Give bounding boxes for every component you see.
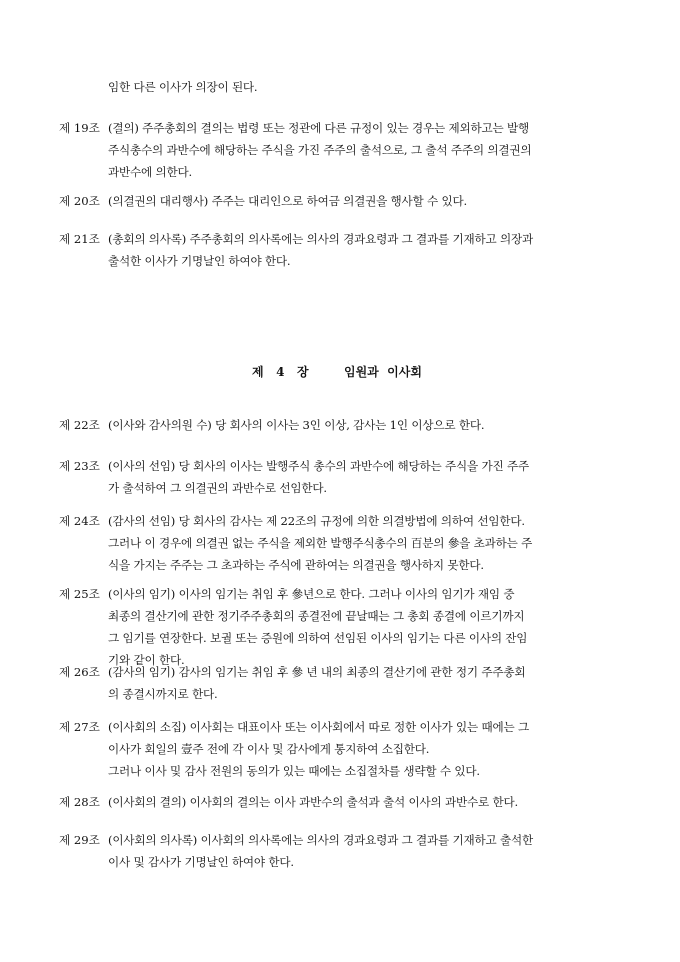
article-20-label: 제 20조 <box>59 194 100 208</box>
article-line: (이사회의 의사록) 이사회의 의사록에는 의사의 경과요령과 그 결과를 기재하고 출석한 <box>108 833 534 847</box>
article-23-label: 제 23조 <box>59 459 100 473</box>
article-line: 출석한 이사가 기명날인 하여야 한다. <box>108 254 291 268</box>
article-20-body <box>108 190 626 212</box>
article-line: (감사의 임기) 감사의 임기는 취임 후 參 년 내의 최종의 결산기에 관한 정기 주주총회 <box>108 665 526 679</box>
article-line: 이사가 회일의 壹주 전에 각 이사 및 감사에게 통지하여 소집한다. <box>108 742 430 756</box>
article-line: 최종의 결산기에 관한 정기주주총회의 종결전에 끝날때는 그 총회 종결에 이르기까지 <box>108 609 525 623</box>
article-line: 그러나 이사 및 감사 전원의 동의가 있는 때에는 소집절차를 생략할 수 있다. <box>108 764 480 778</box>
article-27-body <box>108 716 626 782</box>
article-line: (총회의 의사록) 주주총회의 의사록에는 의사의 경과요령과 그 결과를 기재하고 의장과 <box>108 232 534 246</box>
article-29-label: 제 29조 <box>59 833 100 847</box>
article-line: (이사회의 소집) 이사회는 대표이사 또는 이사회에서 따로 정한 이사가 있는 때에는 그 <box>108 720 529 734</box>
article-line: 이사 및 감사가 기명날인 하여야 한다. <box>108 855 294 869</box>
article-22-label: 제 22조 <box>59 418 100 432</box>
carryover-line: 임한 다른 이사가 의장이 된다. <box>108 80 258 94</box>
article-line: 식을 가지는 주주는 그 초과하는 주식에 관하여는 의결권을 행사하지 못한다. <box>108 558 484 572</box>
article-25-body <box>108 583 626 671</box>
article-28-label: 제 28조 <box>59 795 100 809</box>
article-line: (의결권의 대리행사) 주주는 대리인으로 하여금 의결권을 행사할 수 있다. <box>108 194 468 208</box>
article-26-label: 제 26조 <box>59 665 100 679</box>
article-28-body <box>108 791 626 813</box>
article-line: 의 종결시까지로 한다. <box>108 687 218 701</box>
article-24-body <box>108 510 626 576</box>
article-line: 가 출석하여 그 의결권의 과반수로 선임한다. <box>108 481 327 495</box>
article-line: (이사회의 결의) 이사회의 결의는 이사 과반수의 출석과 출석 이사의 과반수로 한다. <box>108 795 518 809</box>
article-line: (감사의 선임) 당 회사의 감사는 제 22조의 규정에 의한 의결방법에 의하여 선임한다. <box>108 514 525 528</box>
article-23-body <box>108 455 626 499</box>
article-26-body <box>108 661 626 705</box>
article-line: 과반수에 의한다. <box>108 165 192 179</box>
article-19-body <box>108 117 626 183</box>
article-line: (이사의 선임) 당 회사의 이사는 발행주식 총수의 과반수에 해당하는 주식을 가진 주주 <box>108 459 529 473</box>
article-line: 주식총수의 과반수에 해당하는 주식을 가진 주주의 출석으로, 그 출석 주주의 의결권의 <box>108 143 532 157</box>
article-19-label: 제 19조 <box>59 121 100 135</box>
article-21-body <box>108 228 626 272</box>
chapter-number: 제 4 장 <box>252 365 309 379</box>
article-21-label: 제 21조 <box>59 232 100 246</box>
article-line: (이사의 임기) 이사의 임기는 취임 후 參년으로 한다. 그러나 이사의 임기가 재임 중 <box>108 587 515 601</box>
article-line: 그러나 이 경우에 의결권 없는 주식을 제외한 발행주식총수의 百분의 參을 초과하는 주 <box>108 536 533 550</box>
article-line: 기와 같이 한다. <box>108 653 185 667</box>
article-29-body <box>108 829 626 873</box>
article-line: 그 임기를 연장한다. 보궐 또는 증원에 의하여 선임된 이사의 임기는 다른 이사의 잔임 <box>108 631 528 645</box>
article-27-label: 제 27조 <box>59 720 100 734</box>
article-24-label: 제 24조 <box>59 514 100 528</box>
article-line: (이사와 감사의원 수) 당 회사의 이사는 3인 이상, 감사는 1인 이상으로 한다. <box>108 418 485 432</box>
article-25-label: 제 25조 <box>59 587 100 601</box>
article-22-body <box>108 414 626 436</box>
chapter-title: 임원과 이사회 <box>344 365 422 379</box>
article-line: (결의) 주주총회의 결의는 법령 또는 정관에 다른 규정이 있는 경우는 제외하고는 발행 <box>108 121 529 135</box>
